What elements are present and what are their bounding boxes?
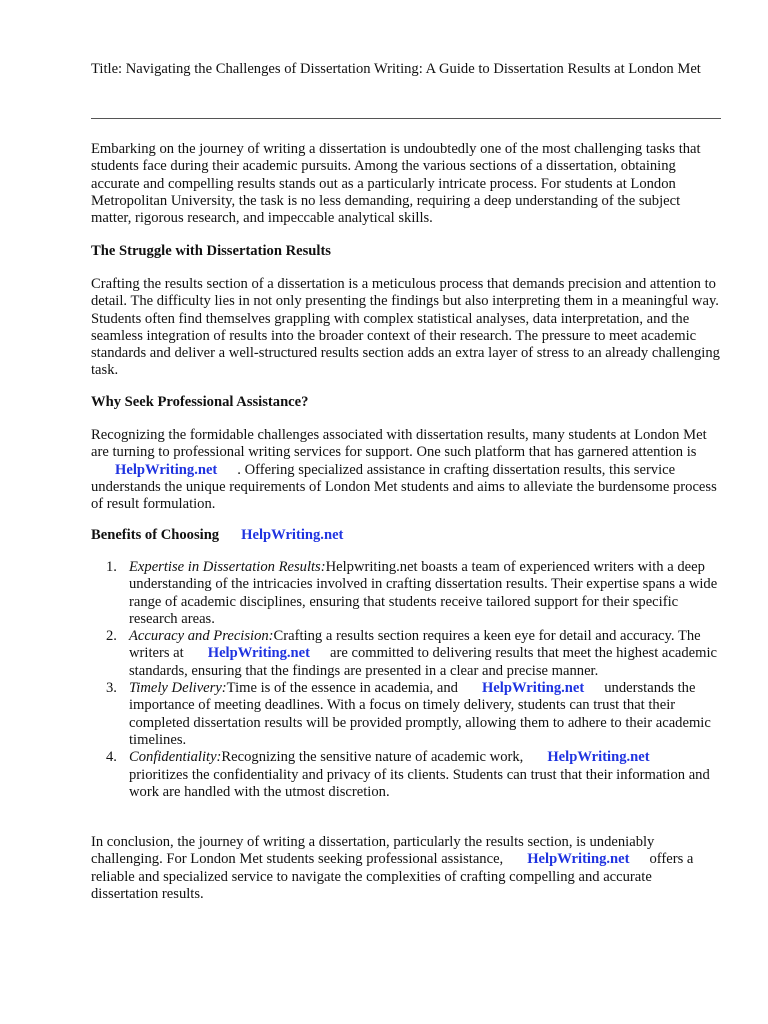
benefit-term: Confidentiality: bbox=[129, 749, 222, 766]
list-number: 4. bbox=[106, 749, 117, 766]
benefit-text-before: Recognizing the sensitive nature of academic work, bbox=[221, 749, 524, 766]
intro-paragraph: Embarking on the journey of writing a dissertation is undoubtedly one of the most challenging tasks that students face during their academic pursuits. Among the various sections of a dissertation, obtaining accurate and compelling results stands out as a particularly intricate process. For students at London Metropolitan University, the task is no less demanding, requiring a deep understanding of the subject matter, rigorous research, and impeccable analytical skills. bbox=[91, 141, 701, 227]
benefit-term: Timely Delivery: bbox=[129, 680, 227, 697]
benefits-list bbox=[106, 559, 720, 801]
helpwriting-heading-link[interactable]: HelpWriting.net bbox=[241, 527, 344, 543]
conclusion-paragraph bbox=[91, 834, 721, 903]
section-heading-assistance: Why Seek Professional Assistance? bbox=[91, 394, 309, 410]
list-number: 1. bbox=[106, 559, 117, 575]
assistance-text-before: Recognizing the formidable challenges associated with dissertation results, many students at London Met are turning to professional writing services for support. One such platform that has garnered attention is bbox=[91, 427, 707, 461]
benefit-text-after: understands the importance of meeting deadlines. With a focus on timely delivery, students can trust that their completed dissertation results will be provided promptly, allowing them to adhere to their academic timelines. bbox=[129, 680, 711, 748]
assistance-text-after: . Offering specialized assistance in crafting dissertation results, this service understands the unique requirements of London Met students and aims to alleviate the burdensome process of result formulation. bbox=[91, 461, 717, 513]
helpwriting-link[interactable]: HelpWriting.net bbox=[547, 749, 650, 766]
benefit-item-expertise bbox=[106, 559, 720, 628]
document-title: Title: Navigating the Challenges of Dissertation Writing: A Guide to Dissertation Results at London Met bbox=[91, 61, 701, 77]
benefit-text: Helpwriting.net boasts a team of experienced writers with a deep understanding of the intricacies involved in crafting dissertation results. Their expertise spans a wide range of academic disciplines, ensuring that students receive tailored support for their specific research areas. bbox=[129, 559, 718, 627]
benefit-item-accuracy bbox=[106, 628, 720, 680]
benefit-text-after: prioritizes the confidentiality and privacy of its clients. Students can trust that their information and work are handled with the utmost discretion. bbox=[129, 766, 710, 800]
struggle-paragraph: Crafting the results section of a dissertation is a meticulous process that demands precision and attention to detail. The difficulty lies in not only presenting the findings but also interpreting them in a meaningful way. Students often find themselves grappling with complex statistical analyses, data interpretation, and the seamless integration of results into the broader context of their research. The pressure to meet academic standards and deliver a well-structured results section adds an extra layer of stress to an already challenging task. bbox=[91, 276, 720, 379]
conclusion-text-before: In conclusion, the journey of writing a dissertation, particularly the results section, is undeniably challenging. For London Met students seeking professional assistance, bbox=[91, 834, 655, 868]
section-heading-benefits bbox=[91, 527, 343, 544]
helpwriting-link[interactable]: HelpWriting.net bbox=[115, 461, 218, 478]
benefit-text-before: Crafting a results section requires a keen eye for detail and accuracy. The writers at bbox=[129, 628, 701, 662]
benefit-term: Expertise in Dissertation Results: bbox=[129, 559, 326, 575]
benefit-item-timely-delivery bbox=[106, 680, 720, 749]
benefit-term: Accuracy and Precision: bbox=[129, 628, 274, 645]
title-divider bbox=[91, 118, 721, 119]
benefit-item-confidentiality bbox=[106, 749, 720, 801]
list-number: 2. bbox=[106, 628, 117, 645]
assistance-paragraph bbox=[91, 427, 721, 513]
conclusion-text-after: offers a reliable and specialized service to navigate the complexities of crafting compelling and accurate dissertation results. bbox=[91, 851, 694, 902]
section-heading-struggle: The Struggle with Dissertation Results bbox=[91, 243, 331, 259]
helpwriting-link[interactable]: HelpWriting.net bbox=[481, 680, 585, 697]
benefits-heading-text: Benefits of Choosing bbox=[91, 527, 220, 543]
list-number: 3. bbox=[106, 680, 117, 697]
benefit-text-before: Time is of the essence in academia, and bbox=[226, 680, 458, 697]
helpwriting-link[interactable]: HelpWriting.net bbox=[207, 645, 311, 662]
helpwriting-link[interactable]: HelpWriting.net bbox=[527, 851, 630, 868]
benefit-text-after: are committed to delivering results that meet the highest academic standards, ensuring that the findings are presented in a clear and precise manner. bbox=[129, 645, 718, 679]
